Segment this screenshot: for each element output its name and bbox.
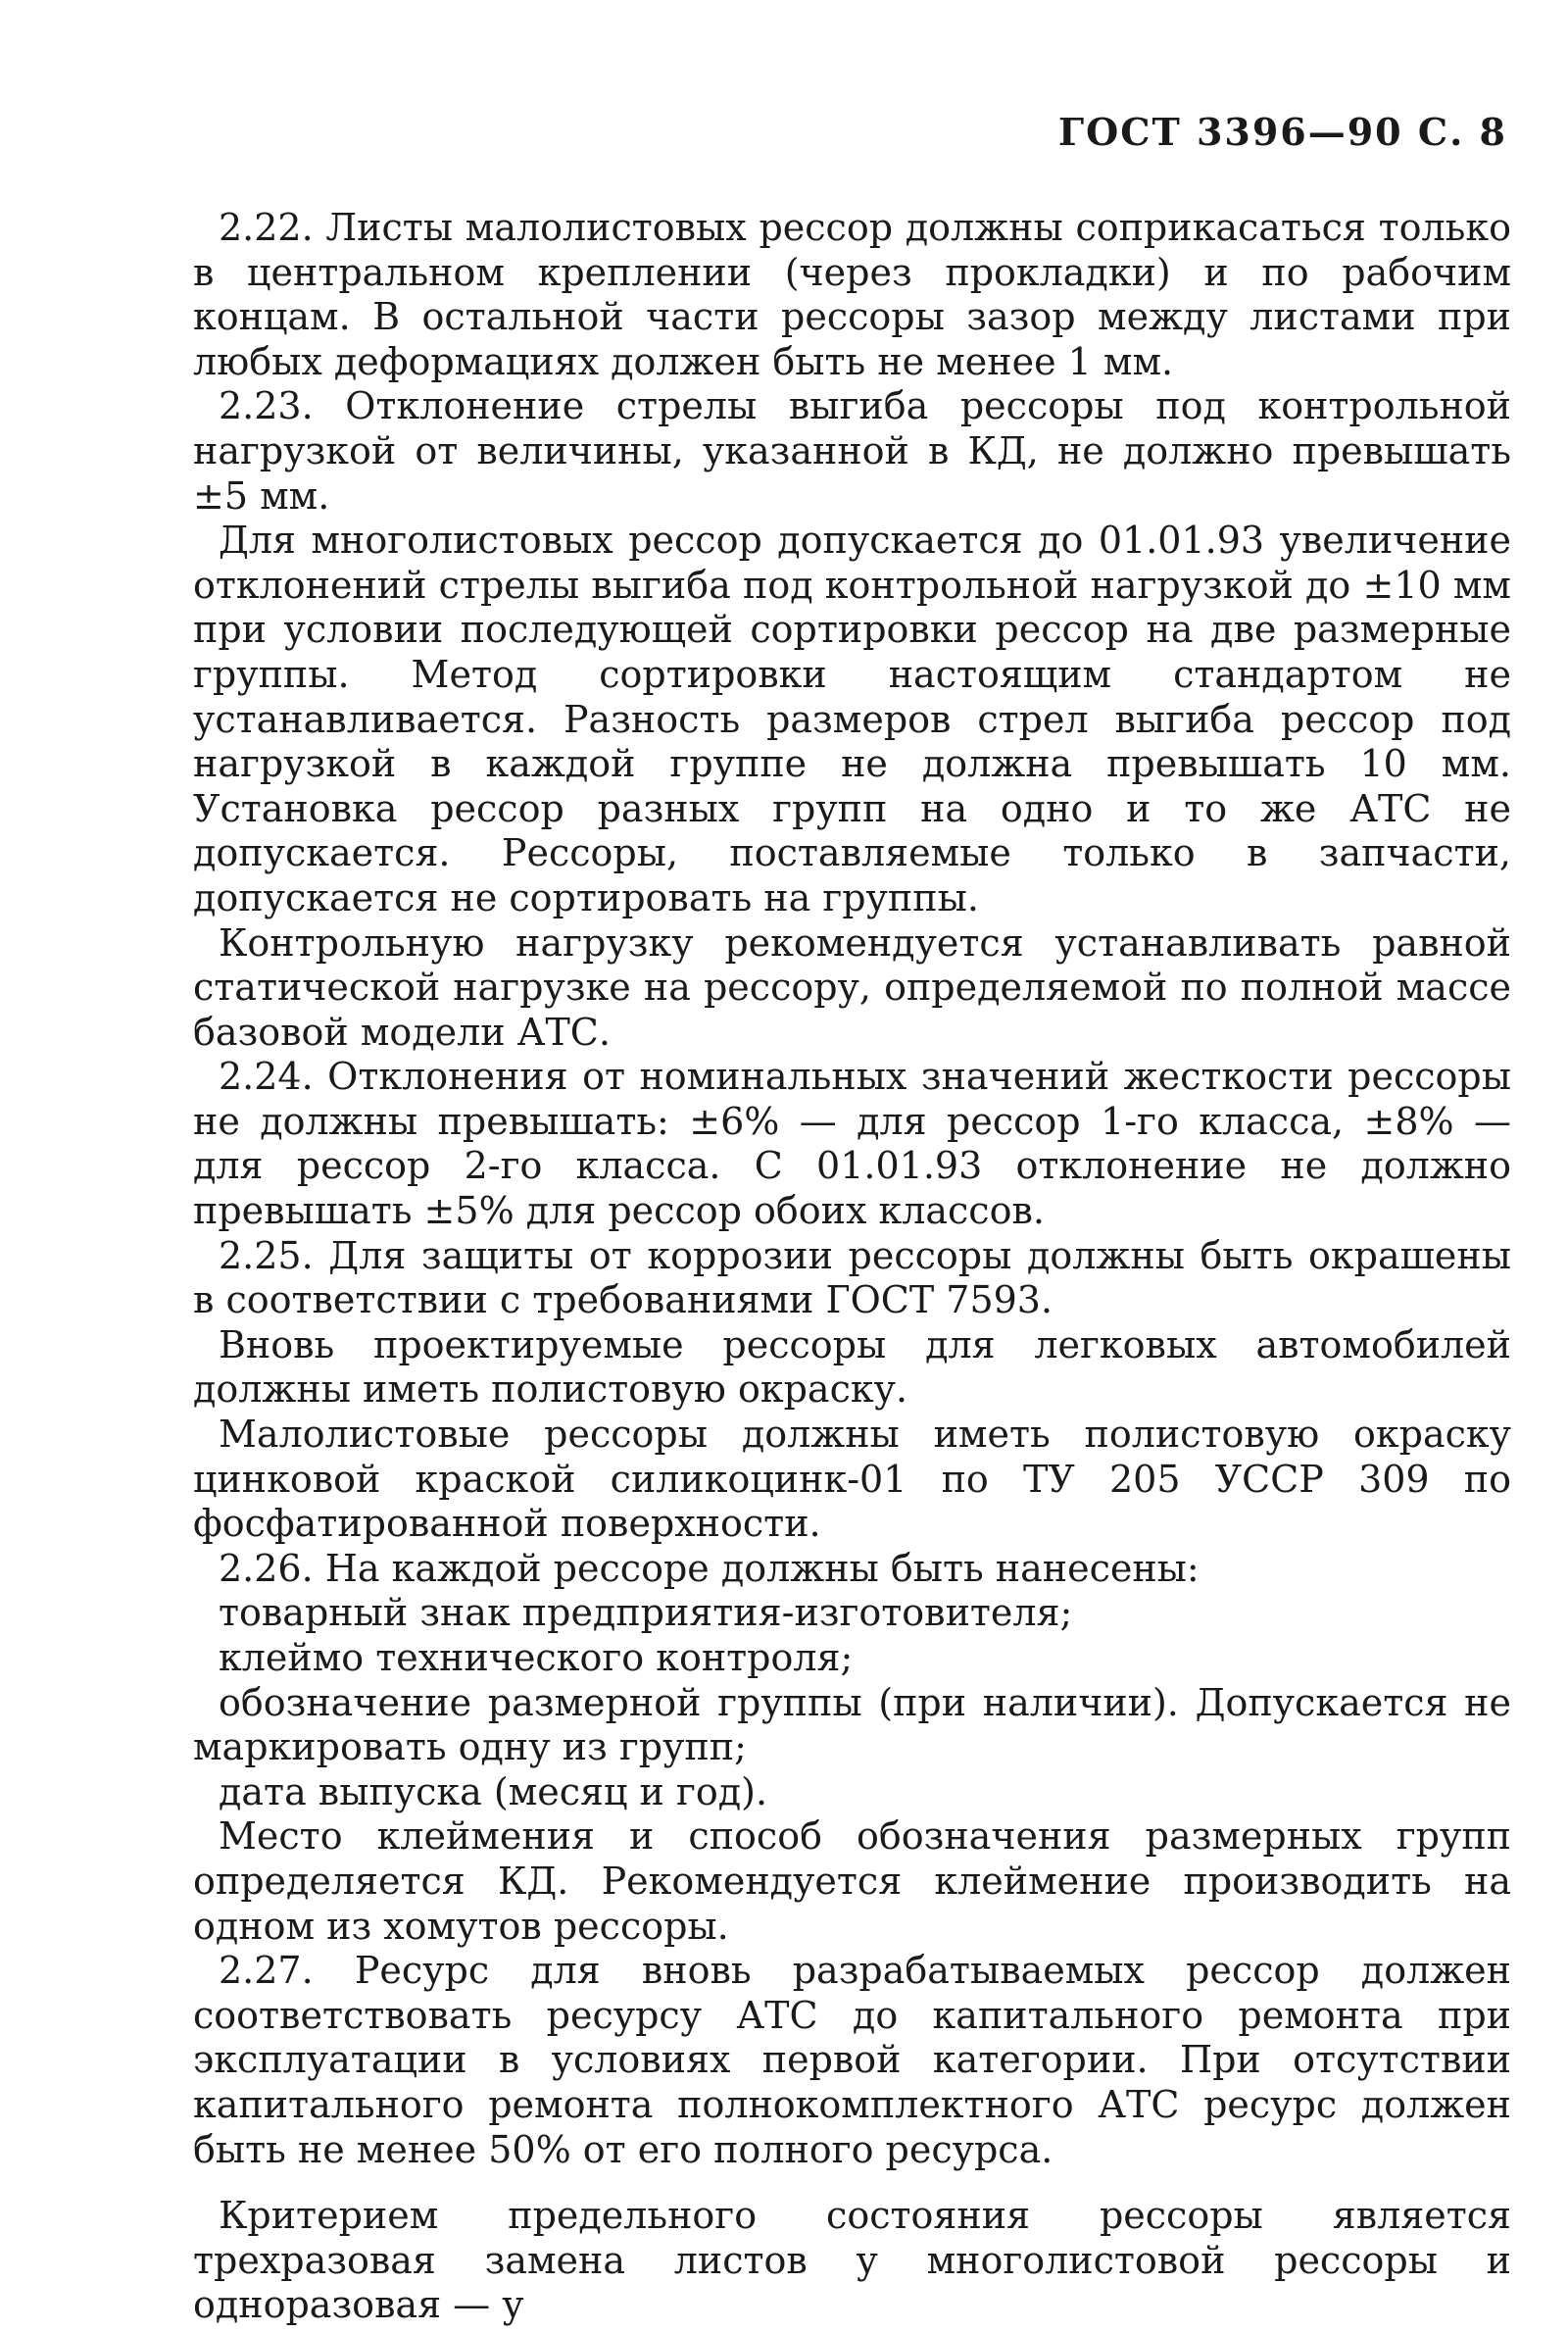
paragraph-2-25: 2.25. Для защиты от коррозии рессоры должны быть окрашены в соответствии с требованиями ГОСТ 7593. [193,1233,1511,1322]
paragraph-2-27: 2.27. Ресурс для вновь разрабатываемых рессор должен соответствовать ресурсу АТС до капитального ремонта при эксплуатации в условиях первой категории. При отсутствии капитального ремонта полнокомплектного АТС ресурс должен быть не менее 50% от его полного ресурса. [193,1949,1511,2171]
paragraph-new-springs-paint: Вновь проектируемые рессоры для легковых автомобилей должны иметь полистовую окраску. [193,1322,1511,1412]
list-item-inspection-mark: клеймо технического контроля; [219,1636,854,1679]
list-item-size-group: обозначение размерной группы (при наличии). Допускается не маркировать одну из групп; [193,1680,1511,1769]
paragraph-2-23: 2.23. Отклонение стрелы выгиба рессоры под контрольной нагрузкой от величины, указанной в КД, не должно превышать ±5 мм. [193,384,1511,518]
document-body [193,206,1511,2328]
list-item-production-date: дата выпуска (месяц и год). [219,1769,768,1813]
paragraph-limit-state: Критерием предельного состояния рессоры является трехразовая замена листов у многолистовой рессоры и одноразовая — у [193,2194,1511,2327]
paragraph-multileaf-tolerance: Для многолистовых рессор допускается до 01.01.93 увеличение отклонений стрелы выгиба под контрольной нагрузкой до ±10 мм при условии последующей сортировки рессор на две размерные группы. Метод сортировки настоящим стандартом не устанавливается. Разность размеров стрел выгиба рессор под нагрузкой в каждой группе не должна превышать 10 мм. Установка рессор разных групп на одно и то же АТС не допускается. Рессоры, поставляемые только в запчасти, допускается не сортировать на группы. [193,519,1511,919]
paragraph-control-load: Контрольную нагрузку рекомендуется устанавливать равной статической нагрузке на рессору, определяемой по полной массе базовой модели АТС. [193,920,1511,1054]
paragraph-marking-location: Место клеймения и способ обозначения размерных групп определяется КД. Рекомендуется клеймение производить на одном из хомутов рессоры. [193,1814,1511,1948]
page-header: ГОСТ 3396—90 С. 8 [1057,110,1507,154]
list-item-trademark: товарный знак предприятия-изготовителя; [219,1591,1073,1635]
paragraph-lowleaf-paint: Малолистовые рессоры должны иметь полистовую окраску цинковой краской силикоцинк-01 по ТУ 205 УССР 309 по фосфатированной поверхности. [193,1413,1511,1546]
paragraph-2-22: 2.22. Листы малолистовых рессор должны соприкасаться только в центральном креплении (через прокладки) и по рабочим концам. В остальной части рессоры зазор между листами при любых деформациях должен быть не менее 1 мм. [193,206,1511,383]
paragraph-2-24: 2.24. Отклонения от номинальных значений жесткости рессоры не должны превышать: ±6% — для рессор 1-го класса, ±8% — для рессор 2-го класса. С 01.01.93 отклонение не должно превышать ±5% для рессор обоих классов. [193,1055,1511,1233]
paragraph-2-26: 2.26. На каждой рессоре должны быть нанесены: [219,1546,1200,1590]
